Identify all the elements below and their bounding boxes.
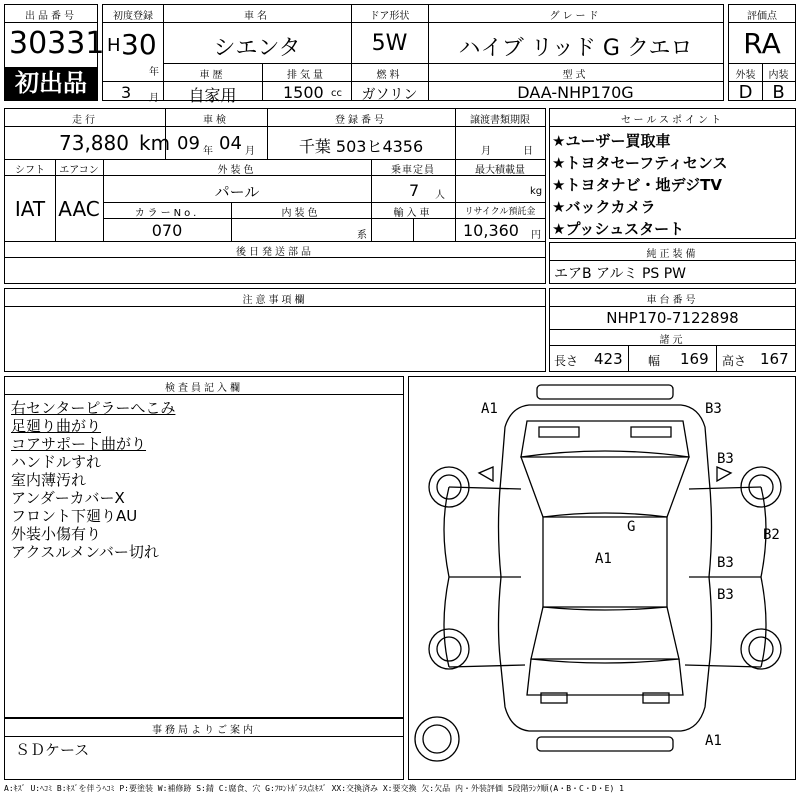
overall-score: RA	[743, 27, 781, 60]
ext-label: 外装	[735, 70, 756, 81]
inspector-line: アンダーカバーX	[11, 489, 125, 507]
chassis-number: NHP170-7122898	[606, 309, 739, 327]
shift-label: シフト	[15, 165, 45, 176]
damage-mark: B2	[763, 527, 780, 543]
car-name: シエンタ	[213, 36, 301, 61]
office-label: 事務局よりご案内	[152, 725, 256, 736]
interior-color-unit: 系	[357, 230, 367, 241]
int-label: 内装	[768, 70, 789, 81]
equipment-box	[549, 242, 796, 284]
length-label: 長さ	[554, 354, 579, 368]
inspection-label: 車検	[203, 115, 229, 126]
history-label: 車歴	[199, 70, 226, 81]
plate-number: 千葉 503ヒ4356	[298, 137, 424, 156]
max-load-label: 最大積載量	[475, 165, 525, 176]
inspector-label: 検査員記入欄	[165, 383, 243, 394]
reg-label: 初度登録	[113, 11, 153, 22]
sales-points-box	[549, 108, 796, 239]
legend: A:ｷｽﾞ U:ﾍｺﾐ B:ｷｽﾞを伴うﾍｺﾐ P:要塗装 W:補修跡 S:錆 C:腐食、穴 G:ﾌﾛﾝﾄｶﾞﾗｽ点ｷｽﾞ XX:交換済み X:要交換 欠:欠品 内・外装評価 5段階ﾗﾝｸ順(A・B・C・D・E) 1	[4, 784, 624, 793]
damage-mark: B3	[717, 555, 734, 571]
office-value: ＳＤケース	[15, 741, 90, 759]
damage-mark: G	[627, 519, 636, 535]
import-label: 輸入車	[393, 208, 433, 219]
interior-color-label: 内装色	[281, 208, 321, 219]
height-value: 167	[760, 350, 789, 368]
lot-number: 30331	[9, 26, 105, 61]
reg-year: 30	[121, 28, 157, 61]
lot-label: 出品番号	[25, 11, 77, 22]
month-unit: 月	[149, 93, 159, 104]
office-box	[4, 718, 404, 780]
damage-mark: B3	[717, 451, 734, 467]
mileage-unit: km	[139, 131, 171, 155]
history: 自家用	[188, 86, 237, 105]
exterior-color-label: 外装色	[217, 165, 257, 176]
damage-mark: B3	[705, 401, 722, 417]
score-box	[728, 4, 796, 101]
first-listing-badge: 初出品	[5, 67, 97, 100]
header-box	[102, 4, 724, 105]
inspector-line: コアサポート曲がり	[11, 435, 147, 453]
recycle-label: リサイクル預託金	[464, 207, 536, 217]
insp-year-unit: 年	[203, 146, 213, 157]
transfer-day-unit: 日	[523, 146, 533, 157]
later-parts-label: 後日発送部品	[236, 247, 314, 258]
exterior-color: パール	[214, 183, 260, 201]
reg-month: 3	[121, 83, 132, 102]
plate-label: 登録番号	[335, 115, 387, 126]
notes-label: 注意事項欄	[242, 295, 308, 306]
transfer-month-unit: 月	[481, 146, 491, 157]
sales-point-item: ★プッシュスタート	[552, 220, 685, 238]
insp-month: 04	[219, 133, 242, 154]
capacity-label: 乗車定員	[391, 165, 435, 176]
model-code: DAA-NHP170G	[517, 83, 634, 102]
ext-score: D	[738, 82, 753, 103]
sales-point-item: ★ユーザー買取車	[552, 132, 671, 150]
chassis-label: 車台番号	[646, 295, 699, 306]
color-no: 070	[151, 221, 183, 240]
disp-unit: cc	[331, 88, 342, 99]
inspector-line: アクスルメンバー切れ	[11, 543, 159, 561]
grade-label: グレード	[549, 11, 602, 22]
fuel: ガソリン	[361, 87, 418, 103]
car-diagram	[409, 377, 795, 779]
ac-label: エアコン	[59, 165, 99, 176]
notes-box	[4, 288, 546, 372]
sales-point-item: ★トヨタナビ・地デジTV	[552, 176, 722, 194]
int-score: B	[772, 82, 785, 103]
sales-point-item: ★トヨタセーフティセンス	[552, 154, 728, 172]
inspector-line: フロント下廻りAU	[11, 507, 138, 525]
damage-mark: B3	[717, 587, 734, 603]
equipment-label: 純正装備	[646, 249, 699, 260]
inspector-line: 室内薄汚れ	[11, 471, 87, 489]
sales-point-item: ★バックカメラ	[552, 198, 656, 216]
name-label: 車名	[244, 11, 270, 22]
door-label: ドア形状	[369, 11, 410, 22]
damage-diagram	[408, 376, 796, 780]
insp-month-unit: 月	[245, 146, 255, 157]
insp-year: 09	[177, 133, 200, 154]
width-value: 169	[680, 350, 709, 368]
chassis-box	[549, 288, 796, 372]
mileage-label: 走行	[72, 115, 98, 126]
capacity: 7	[409, 181, 420, 200]
sales-points-label: セールスポイント	[620, 115, 725, 126]
fuel-label: 燃料	[376, 70, 403, 81]
max-load-unit: kg	[530, 186, 543, 197]
ac: AAC	[58, 197, 100, 221]
damage-mark: A1	[705, 733, 722, 749]
details-box	[4, 108, 546, 284]
score-label: 評価点	[747, 11, 777, 22]
recycle-unit: 円	[531, 230, 541, 241]
transfer-label: 譲渡書類期限	[470, 115, 530, 126]
damage-mark: A1	[595, 551, 612, 567]
shift: IAT	[14, 197, 46, 221]
inspector-line: ハンドルすれ	[11, 453, 102, 471]
inspector-line: 足廻り曲がり	[11, 417, 102, 435]
width-label: 幅	[648, 354, 661, 368]
grade: ハイブ リッド G クエロ	[458, 36, 693, 61]
mileage: 73,880	[59, 131, 129, 155]
length-value: 423	[594, 350, 623, 368]
model-label: 型式	[562, 70, 589, 81]
year-unit: 年	[149, 67, 159, 78]
disp-label: 排気量	[287, 70, 326, 81]
recycle-amount: 10,360	[463, 221, 519, 240]
dimensions-label: 諸元	[659, 335, 686, 346]
era: H	[107, 35, 121, 56]
color-no-label: カラーNo.	[134, 208, 200, 219]
inspector-line: 外装小傷有り	[11, 525, 102, 543]
displacement: 1500	[283, 83, 324, 102]
inspector-line: 右センターピラーへこみ	[11, 399, 176, 417]
lot-box	[4, 4, 105, 101]
inspector-box	[4, 376, 404, 718]
door-type: 5W	[371, 31, 408, 56]
equipment-value: エアB アルミ PS PW	[554, 266, 687, 282]
capacity-unit: 人	[435, 190, 445, 201]
damage-mark: A1	[481, 401, 498, 417]
height-label: 高さ	[722, 354, 747, 368]
